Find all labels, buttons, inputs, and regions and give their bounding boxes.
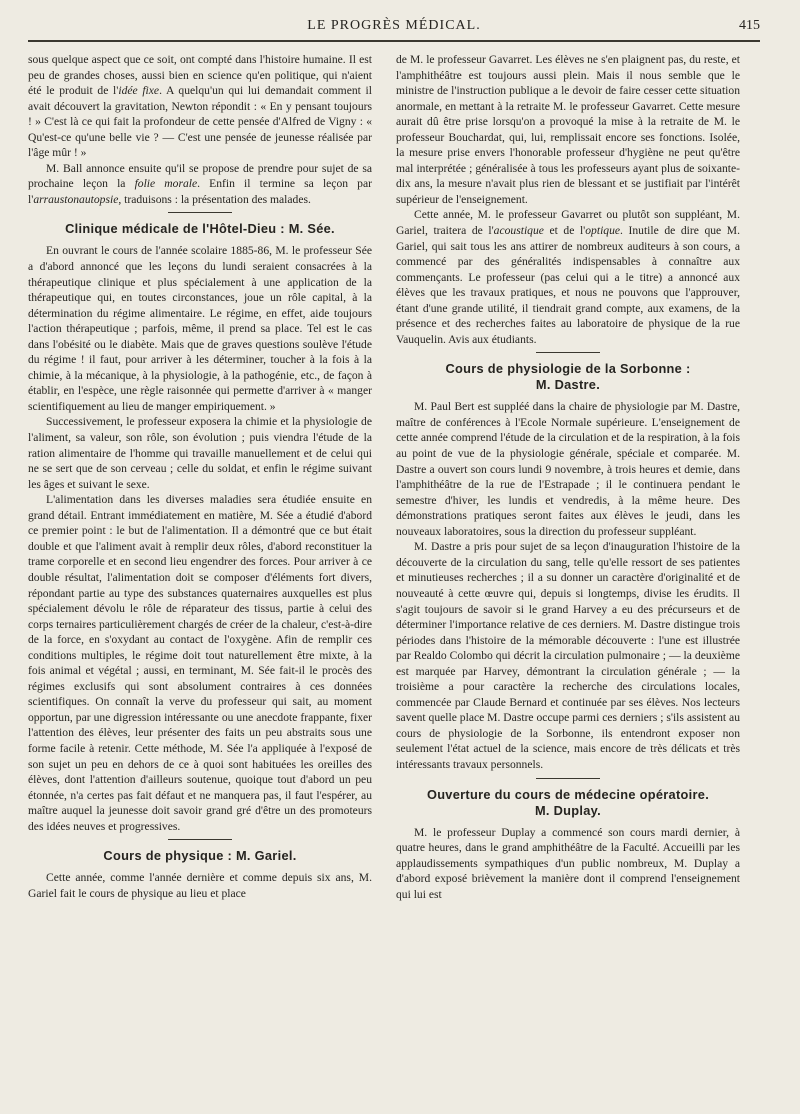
paragraph: Successivement, le professeur exposera la chimie et la physiologie de l'aliment, sa valeur, son rôle, son évolution ; puis viendra l'étude de la ration alimentaire de l'homme qui travaille manuellement et de celui qui ne se sert que de son cerveau ; celle du soldat, et enfin le régime suivant les âges et suivant le sexe. (28, 415, 372, 491)
paragraph: M. Ball annonce ensuite qu'il se propose de prendre pour sujet de sa prochaine leçon la folie morale. Enfin il termine sa leçon par l'arraustonautopsie, traduisons : la présentation des malades. (28, 161, 372, 206)
section-divider (168, 839, 232, 840)
section-divider (168, 212, 232, 213)
paragraph: L'alimentation dans les diverses maladies sera étudiée ensuite en grand détail. Entrant immédiatement en matière, M. Sée a étudié d'abord ce premier point : le but de l'alimentation. Il a démontré que ce but était double et que l'aliment avait à remplir deux rôles, d'abord reconstituer la trame corporelle et en second lieu engendrer des forces. Pour arriver à ce double résultat, l'alimentation doit se composer d'éléments fort divers, répondant partie au type des substances quaternaires auxquelles est plus spécialement dévolu le rôle de réparateur des tissus, partie à celui des corps ternaires particulièrement chargés de créer de la chaleur, c'est-à-dire de la force, en s'oxydant au contact de l'oxygène. Afin de remplir ces conditions multiples, le régime doit tout naturellement être mixte, à la fois animal et végétal ; aussi, en terminant, M. Sée fait-il le procès des régimes exclusifs qui sont absolument contraires à ces données scientifiques. On connaît la verve du professeur qui sait, au moment opportun, par une digression intéressante ou une anecdote frappante, fixer l'attention des élèves, leur présenter des faits un peu abstraits sous une forme facile à retenir. Cette méthode, M. Sée l'a appliquée à l'exposé de son sujet un peu en dehors de ce à quoi sont habituées les oreilles des élèves, dont l'attention d'ailleurs soutenue, quoique tout d'abord un peu étonnée, n'a certes pas fait défaut et ne manquera pas, il faut l'espérer, au maître auquel la jeunesse doit savoir grand gré d'être un des promoteurs des idées neuves et progressives. (28, 493, 372, 833)
paragraph: Cette année, M. le professeur Gavarret ou plutôt son suppléant, M. Gariel, traitera de l'acoustique et de l'optique. Inutile de dire que M. Gariel, qui sait tous les ans attirer de nombreux auditeurs à son cours, a commencé par des généralités indispensables à connaître aux commençants. Le professeur (pas celui qui a le titre) a annoncé aux élèves que les travaux pratiques, et nous ne pouvons que l'approuver, étant d'une grande utilité, il tiendrait grand compte, aux examens, de la présence et des recherches faites au laboratoire de physique de la rue Vauquelin. Avis aux étudiants. (396, 208, 740, 346)
heading-line: Ouverture du cours de médecine opératoire. (426, 786, 710, 802)
left-column (28, 52, 372, 901)
page-number: 415 (739, 18, 760, 33)
section-heading (396, 361, 740, 393)
paragraph: sous quelque aspect que ce soit, ont compté dans l'histoire humaine. Il est peu de grandes choses, aussi bien en science qu'en politique, qui n'aient été le produit de l'idée fixe. A quelqu'un qui lui demandait comment il avait découvert la gravitation, Newton répondit : « En y pensant toujours ! » C'est là ce qui fait la profondeur de cette pensée d'Alfred de Vigny : « Qu'est-ce qu'une belle vie ? — C'est une pensée de jeunesse réalisée par l'âge mûr ! » (28, 53, 372, 160)
section-heading (396, 787, 740, 819)
section-heading: Clinique médicale de l'Hôtel-Dieu : M. Sée. (65, 221, 335, 237)
paper-fade (0, 1054, 800, 1114)
section-heading: Cours de physique : M. Gariel. (103, 848, 297, 864)
heading-line: M. Dastre. (535, 377, 601, 393)
right-column (396, 52, 740, 902)
journal-title: LE PROGRÈS MÉDICAL. (307, 18, 481, 33)
paragraph: M. Dastre a pris pour sujet de sa leçon d'inauguration l'histoire de la découverte de la circulation du sang, telle qu'elle ressort de ses patientes et minutieuses recherches ; il a su donner un caractère d'originalité et de nouveauté à cette œuvre qui, depuis si longtemps, divise les érudits. Il s'agit toujours de savoir si le grand Harvey a eu des précurseurs et de déterminer l'importance relative de ces derniers. M. Dastre distingue trois périodes dans l'histoire de la mémorable découverte : l'une est illustrée par Realdo Colombo qui décrit la circulation pulmonaire ; — la deuxième est marquée par Harvey, démontrant la circulation générale ; — la troisième a pour caractère la recherche des circulations locales, commencée par Claude Bernard et continuée par ses élèves. Nos lecteurs savent quelle place M. Dastre occupe parmi ces derniers ; s'ils assistent au cours de physiologie de la Sorbonne, ils entendront exposer non seulement l'état actuel de la science, mais encore de très délicats et très intéressants travaux personnels. (396, 540, 740, 771)
paragraph: M. Paul Bert est suppléé dans la chaire de physiologie par M. Dastre, maître de conférences à l'Ecole Normale supérieure. L'enseignement de cette année comprend l'étude de la circulation et de la respiration, à la fois au point de vue de la physiologie générale, spéciale et comparée. M. Dastre a ouvert son cours lundi 9 novembre, à trois heures et demie, dans l'amphithéâtre de la rue de l'Estrapade ; il le continuera pendant le semestre d'hiver, les lundis et vendredis, à la même heure. Des démonstrations pratiques seront faites aux élèves le jeudi, dans les nouveaux laboratoires, sous la direction du professeur suppléant. (396, 400, 740, 538)
paragraph: M. le professeur Duplay a commencé son cours mardi dernier, à quatre heures, dans le grand amphithéâtre de la Faculté. Accueilli par les applaudissements sympathiques d'un public nombreux, M. Duplay a d'abord exposé brièvement la manière dont il comprend l'enseignement qui lui est (396, 825, 740, 901)
section-divider (536, 778, 600, 779)
paragraph: Cette année, comme l'année dernière et comme depuis six ans, M. Gariel fait le cours de physique au lieu et place (28, 871, 372, 900)
heading-line: Cours de physiologie de la Sorbonne : (445, 361, 691, 377)
heading-line: M. Duplay. (534, 802, 602, 818)
paragraph: de M. le professeur Gavarret. Les élèves ne s'en plaignent pas, du reste, et l'amphithéâtre est toujours aussi plein. Mais il nous semble que le ministre de l'instruction publique a le devoir de faire cesser cette situation anormale, en mettant à la retraite M. le professeur Gavarret. Cette mesure aurait dû être prise lorsqu'on a provoqué la mise à la retraite de M. le professeur Bouchardat, qui, lui, remplissait encore ses fonctions. Isolée, la mesure prise envers l'honorable professeur d'hygiène ne peut qu'être mal interprétée ; généralisée à tous les professeurs ayant plus de soixante-dix ans, la mesure n'avait plus rien de blessant et se justifiait par l'intérêt supérieur de l'enseignement. (396, 53, 740, 206)
section-divider (536, 352, 600, 353)
paragraph: En ouvrant le cours de l'année scolaire 1885-86, M. le professeur Sée a d'abord annoncé que les leçons du lundi seraient consacrées à la thérapeutique clinique et plus spécialement à une application de la thérapeutique qui, en toutes circonstances, joue un rôle capital, à la détermination du régime alimentaire. Le régime, en effet, aide toujours l'action thérapeutique ; parfois, même, il prend sa place. Tel est le cas dans l'obésité ou le diabète. Mais que de graves questions soulève l'étude du régime ! il faut, pour arriver à les déterminer, toucher à la fois à la chimie, à la mécanique, à la physiologie, à la pathogénie, etc., de façon à établir, en l'espèce, une règle raisonnée qui permette d'arriver à « manger scientifiquement au lieu de manger empiriquement. » (28, 244, 372, 413)
page-header (28, 16, 760, 42)
